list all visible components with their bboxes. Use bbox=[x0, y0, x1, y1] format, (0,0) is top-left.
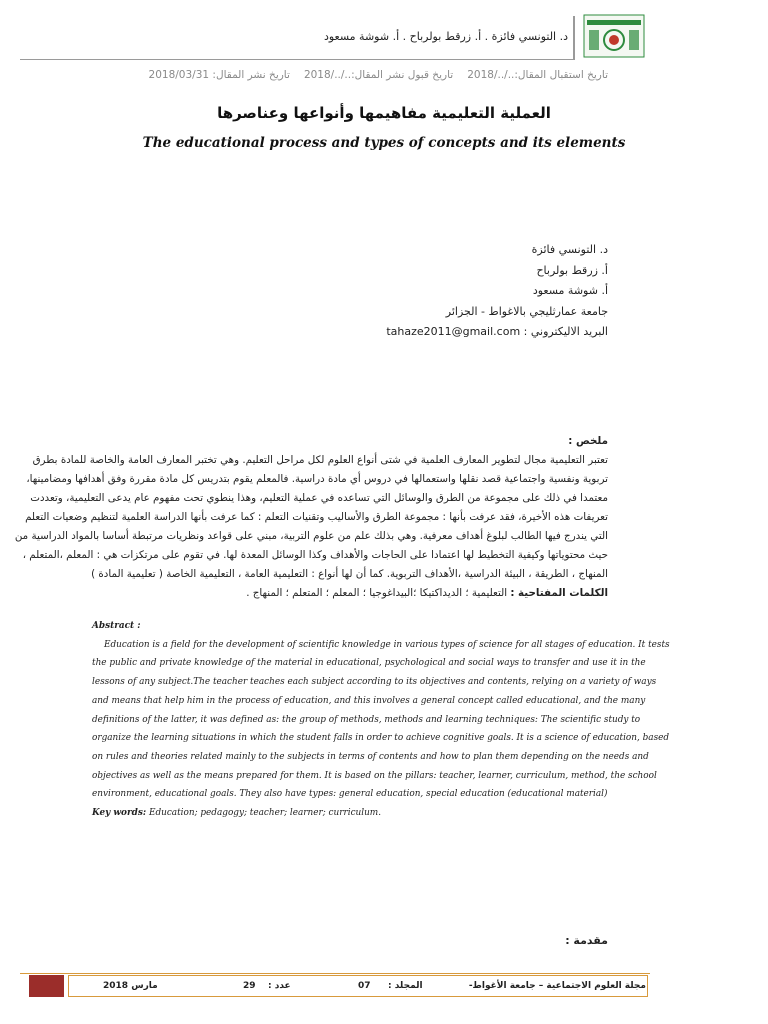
introduction-heading: مقدمة : bbox=[565, 934, 608, 947]
english-abstract-line: definitions of the latter, it was defined as: the group of methods, methods and learning techniques: The scientific study to bbox=[92, 714, 641, 725]
received-date: تاريخ استقبال المقال:../../2018 bbox=[467, 69, 608, 81]
english-abstract-line: Education is a field for the development of scientific knowledge in various types of science for all stages of education. It tests bbox=[104, 639, 670, 650]
affiliation: جامعة عمارثليجي بالاغواط - الجزائر bbox=[445, 304, 608, 318]
author-1: د. التونسي فائزة bbox=[531, 243, 608, 256]
arabic-abstract-line: معتمدا في ذلك على مجموعة من الطرق والوسائل التي تساعده في عملية التعليم، وهذا ينطوي تحت مفهوم عام يدعى التعليمية، وتعددت bbox=[30, 492, 608, 504]
header-vertical-divider bbox=[573, 16, 575, 60]
journal-logo bbox=[583, 14, 645, 58]
author-2: أ. زرقط بولرباح bbox=[536, 263, 608, 277]
english-abstract-line: on rules and theories related mainly to the subjects in terms of contents and how to plan them depending on the needs and bbox=[92, 751, 649, 762]
footer-volume-label: المجلد : bbox=[388, 981, 423, 991]
email: البريد الاليكتروني : tahaze2011@gmail.com bbox=[386, 325, 608, 338]
english-abstract-line: organize the learning situations in which the student falls in order to achieve cognitive goals. It is a science of education, based bbox=[92, 733, 670, 744]
arabic-abstract-line: تربوية ونفسية واجتماعية قصد نقلها واستعمالها في دروس أي مادة دراسية. فالمعلم يقوم بتدريس كل مادة مقررة وفق أهدافها ومضامينها، bbox=[26, 473, 608, 485]
author-3: أ. شوشة مسعود bbox=[532, 284, 608, 297]
footer-issue-label: عدد : bbox=[268, 981, 291, 991]
english-title: The educational process and types of concepts and its elements bbox=[142, 135, 626, 151]
english-abstract bbox=[92, 617, 670, 823]
arabic-abstract-line: تعتبر التعليمية مجال لتطوير المعارف العلمية في شتى أنواع العلوم لكل مراحل التعليم. وهي تختبر المعارف العامة والخاصة للمادة بطرق bbox=[32, 454, 608, 466]
footer-divider bbox=[20, 973, 650, 974]
published-date: تاريخ نشر المقال: 2018/03/31 bbox=[148, 69, 290, 81]
author-info bbox=[386, 240, 608, 343]
arabic-abstract-label: ملخص : bbox=[568, 435, 608, 447]
arabic-abstract-line: تعريفات هذه الأخيرة، فقد عرفت بأنها : مجموعة الطرق والأساليب وتقنيات التعلم : كما عرفت بأنها الدراسة العلمية لتنظيم وضعيات التعلم bbox=[25, 511, 608, 523]
english-keywords bbox=[92, 804, 642, 823]
accepted-date: تاريخ قبول نشر المقال:../../2018 bbox=[303, 69, 454, 81]
footer-issue-number: 29 bbox=[243, 981, 256, 991]
english-keywords-text: Education; pedagogy; teacher; learner; curriculum. bbox=[146, 808, 382, 819]
english-abstract-line: and means that help him in the process of education, and this involves a general concept called educational, and the many bbox=[92, 695, 646, 706]
arabic-abstract-line: التي يندرج فيها الطالب لبلوغ أهداف معرفية. وهي بذلك علم من علوم التربية، مبني على قواعد ونظريات مرتبطة أساسا بالمواد الدراسية من bbox=[14, 530, 608, 542]
footer-volume-number: 07 bbox=[358, 981, 371, 991]
arabic-title: العملية التعليمية مفاهيمها وأنواعها وعناصرها bbox=[217, 104, 551, 122]
arabic-abstract-line: المنهاج ، الطريقة ، البيئة الدراسية ،الأهداف التربوية. كما أن لها أنواع : التعليمية العامة ، التعليمية الخاصة ( تعليمية المادة ) bbox=[91, 568, 608, 580]
english-abstract-line: lessons of any subject.The teacher teaches each subject according to its objectives and contents, relying on a variety of ways bbox=[92, 677, 657, 688]
article-dates bbox=[148, 69, 608, 81]
arabic-abstract bbox=[14, 432, 608, 603]
english-abstract-line: objectives as well as the means prepared for them. It is based on the pillars: teacher, learner, curriculum, method, the school bbox=[92, 770, 657, 781]
header-authors: د. التونسي فائزة . أ. زرقط بولرباح . أ. شوشة مسعود bbox=[323, 30, 568, 43]
english-abstract-label: Abstract : bbox=[92, 621, 141, 631]
footer-accent-block bbox=[29, 975, 64, 997]
footer-journal: مجلة العلوم الاجتماعية – جامعة الأغواط- bbox=[468, 981, 646, 991]
english-keywords-label: Key words: bbox=[92, 808, 147, 819]
english-abstract-line: the public and private knowledge of the material in educational, psychological and social ways to transfer and use it in the bbox=[92, 658, 646, 669]
arabic-abstract-line: حيث محتوياتها وكيفية التخطيط لها اعتمادا على الحاجات والأهداف وكذا الوسائل المعدة لها. في تقوم على مرتكزات هي : المعلم ،المتعلم ، bbox=[22, 549, 608, 561]
english-abstract-line: environment, educational goals. They also have types: general education, special education (educational material) bbox=[92, 789, 608, 800]
header-divider bbox=[20, 59, 573, 60]
arabic-keywords bbox=[78, 584, 608, 603]
footer-date: مارس 2018 bbox=[103, 981, 158, 991]
arabic-keywords-text: التعليمية ؛ الديداكتيكا ؛البيداغوجيا ؛ المعلم ؛ المتعلم ؛ المنهاج . bbox=[246, 587, 511, 599]
arabic-keywords-label: الكلمات المفتاحية : bbox=[510, 587, 608, 599]
